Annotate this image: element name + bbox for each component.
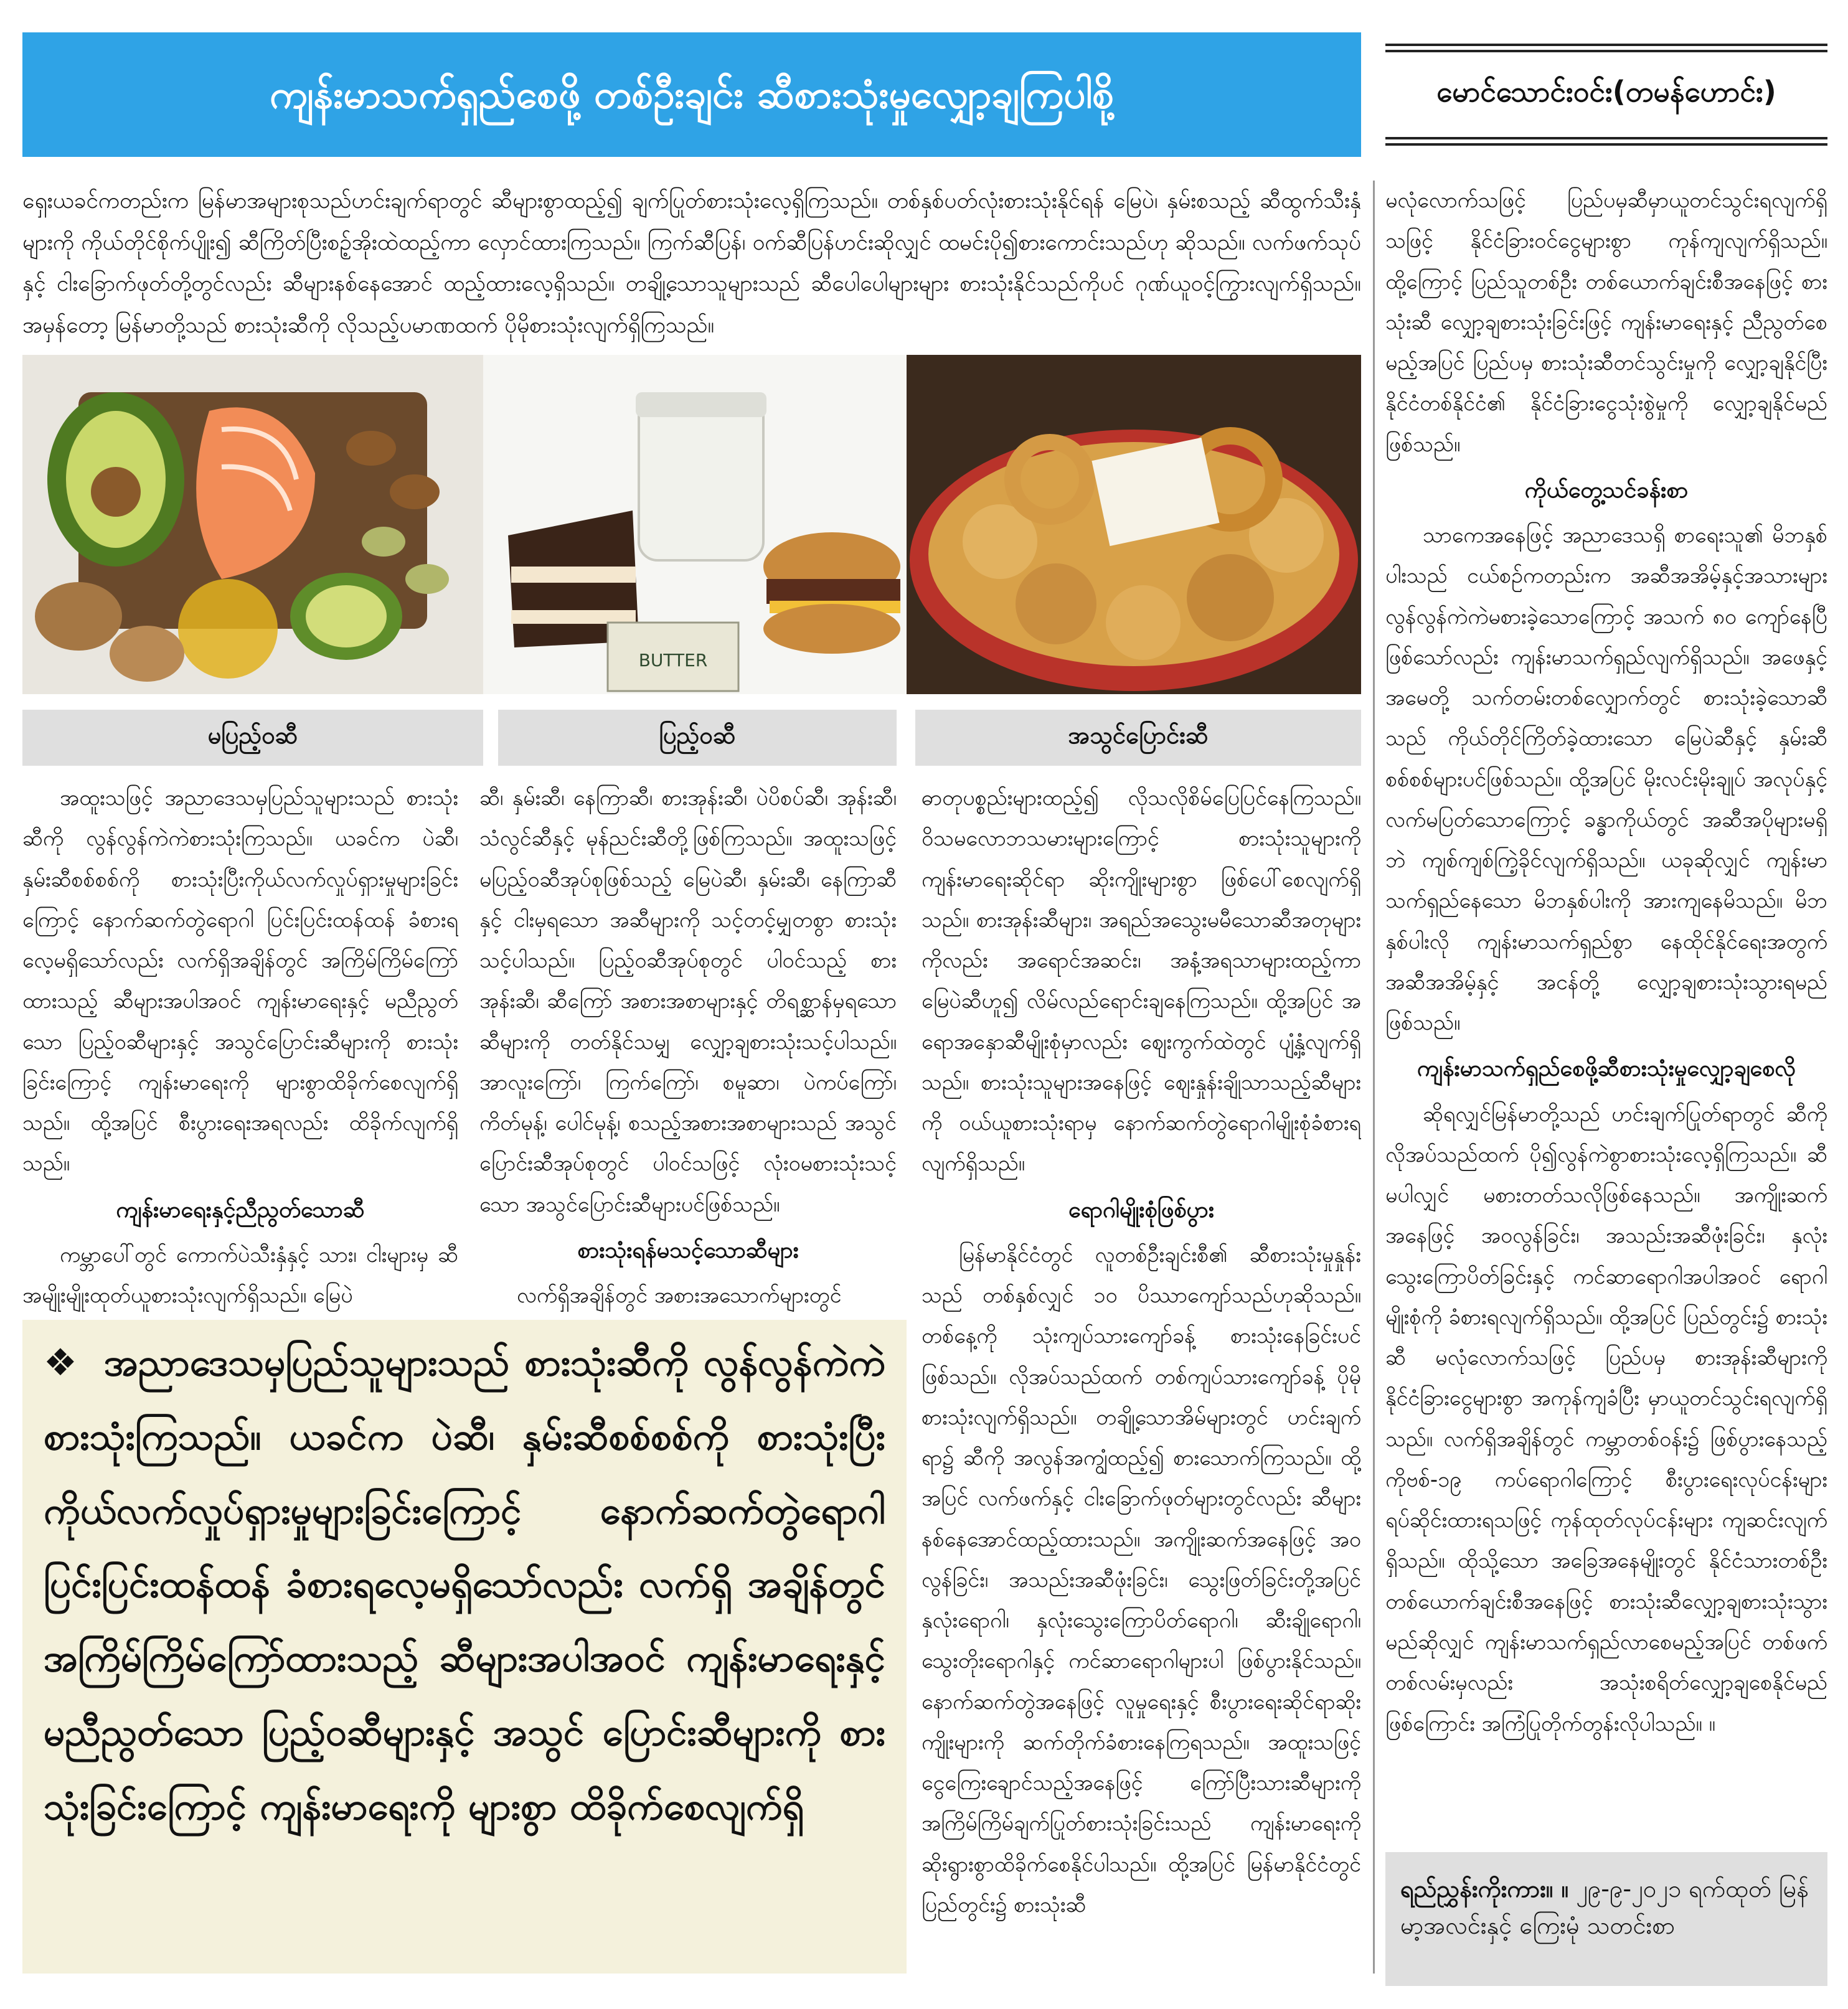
saturated-fats-photo	[483, 355, 907, 694]
column-1	[22, 778, 458, 1314]
column-2-subhead: စားသုံးရန်မသင့်သောဆီများ	[577, 1237, 799, 1263]
pull-quote-body: အညာဒေသမှပြည်သူများသည် စားသုံးဆီကို လွန်လွန်ကဲကဲ စားသုံးကြသည်။ ယခင်က ပဲဆီ၊ နှမ်းဆီစစ်စစ်ကို စားသုံးပြီး ကိုယ်လက်လှုပ်ရှားမှုများခြင်းကြောင့် နောက်ဆက်တွဲရောဂါ ပြင်းပြင်းထန်ထန် ခံစားရလေ့မရှိသော်လည်း လက်ရှိ အချိန်တွင် အကြိမ်ကြိမ်ကြော်ထားသည့် ဆီများအပါအဝင် ကျန်းမာရေးနှင့် မညီညွတ်သော ပြည့်ဝဆီများနှင့် အသွင် ပြောင်းဆီများကို စားသုံးခြင်းကြောင့် ကျန်းမာရေးကို များစွာ ထိခိုက်စေလျက်ရှိ	[44, 1341, 886, 1828]
column-4-paragraph-1: မလုံလောက်သဖြင့် ပြည်ပမှဆီမှာယူတင်သွင်းရလျက်ရှိသဖြင့် နိုင်ငံခြားဝင်ငွေများစွာ ကုန်ကျလျက်ရှိသည်။ ထို့ကြောင့် ပြည်သူတစ်ဦး တစ်ယောက်ချင်းစီအနေဖြင့် စားသုံးဆီ လျှော့ချစားသုံးခြင်းဖြင့် ကျန်းမာရေးနှင့် ညီညွတ်စေမည့်အပြင် ပြည်ပမှ စားသုံးဆီတင်သွင်းမှုကို လျှော့ချနိုင်ပြီး နိုင်ငံတစ်နိုင်ငံ၏ နိုင်ငံခြားငွေသုံးစွဲမှုကို လျှော့ချနိုင်မည်ဖြစ်သည်။	[1385, 188, 1827, 457]
source-text: ၂၉-၉-၂၀၂၁ ရက်ထုတ် မြန်မာ့အလင်းနှင့် ကြေးမုံ သတင်းစာ	[1400, 1875, 1809, 1939]
column-3-subhead: ရောဂါမျိုးစုံဖြစ်ပွား	[1068, 1197, 1214, 1223]
caption-unsaturated: မပြည့်ဝဆီ	[22, 710, 483, 766]
column-3-paragraph-2: မြန်မာနိုင်ငံတွင် လူတစ်ဦးချင်းစီ၏ ဆီစားသုံးမှုနှုန်းသည် တစ်နှစ်လျှင် ၁၀ ပိဿာကျော်သည်ဟုဆိုသည်။ တစ်နေ့ကို သုံးကျပ်သားကျော်ခန့် စားသုံးနေခြင်းပင်ဖြစ်သည်။ လိုအပ်သည်ထက် တစ်ကျပ်သားကျော်ခန့် ပိုမိုစားသုံးလျက်ရှိသည်။ တချို့သောအိမ်များတွင် ဟင်းချက်ရာ၌ ဆီကို အလွန်အကျွံထည့်၍ စားသောက်ကြသည်။ ထို့အပြင် လက်ဖက်နှင့် ငါးခြောက်ဖုတ်များတွင်လည်း ဆီများနစ်နေအောင်ထည့်ထားသည်။ အကျိုးဆက်အနေဖြင့် အဝလွန်ခြင်း၊ အသည်းအဆီဖုံးခြင်း၊ သွေးဖြတ်ခြင်းတို့အပြင် နှလုံးရောဂါ၊ နှလုံးသွေးကြောပိတ်ရောဂါ၊ ဆီးချိုရောဂါ၊ သွေးတိုးရောဂါနှင့် ကင်ဆာရောဂါများပါ ဖြစ်ပွားနိုင်သည်။ နောက်ဆက်တွဲအနေဖြင့် လူမှုရေးနှင့် စီးပွားရေးဆိုင်ရာဆိုးကျိုးများကို ဆက်တိုက်ခံစားနေကြရသည်။ အထူးသဖြင့် ငွေကြေးချောင်သည့်အနေဖြင့် ကြော်ပြီးသားဆီများကို အကြိမ်ကြိမ်ချက်ပြုတ်စားသုံးခြင်းသည် ကျန်းမာရေးကို ဆိုးရွားစွာထိခိုက်စေနိုင်ပါသည်။ ထို့အပြင် မြန်မာနိုင်ငံတွင် ပြည်တွင်း၌ စားသုံးဆီ	[922, 1242, 1361, 1918]
column-divider	[1373, 181, 1375, 1974]
column-2-paragraph-2: လက်ရှိအချိန်တွင် အစားအသောက်များတွင်	[517, 1283, 842, 1309]
rule-bottom	[1385, 137, 1827, 139]
photo-strip	[22, 355, 1361, 694]
column-4-subhead-2: ကျန်းမာသက်ရှည်စေဖို့ဆီစားသုံးမှုလျှော့ချစေလို	[1417, 1056, 1796, 1082]
author-byline	[1385, 32, 1827, 157]
column-1-subhead: ကျန်းမာရေးနှင့်ညီညွတ်သောဆီ	[116, 1197, 365, 1223]
rule-top-2	[1385, 50, 1827, 52]
column-1-paragraph-2: ကမ္ဘာပေါ်တွင် ကောက်ပဲသီးနှံနှင့် သား၊ ငါးများမှ ဆီအမျိုးမျိုးထုတ်ယူစားသုံးလျက်ရှိသည်။ မြေပဲ	[22, 1242, 458, 1309]
column-4-paragraph-2: သာကေအနေဖြင့် အညာဒေသရှိ စာရေးသူ၏ မိဘနှစ်ပါးသည် ငယ်စဉ်ကတည်းက အဆီအအိမ့်နှင့်အသားများ လွန်လွန်ကဲကဲမစားခဲ့သောကြောင့် အသက် ၈၀ ကျော်နေပြီဖြစ်သော်လည်း ကျန်းမာသက်ရှည်လျက်ရှိသည်။ အဖေနှင့်အမေတို့ သက်တမ်းတစ်လျှောက်တွင် စားသုံးခဲ့သောဆီသည် ကိုယ်တိုင်ကြိတ်ခဲ့ထားသော မြေပဲဆီနှင့် နှမ်းဆီစစ်စစ်များပင်ဖြစ်သည်။ ထို့အပြင် မိုးလင်းမိုးချုပ် အလုပ်နှင့် လက်မပြတ်သောကြောင့် ခန္ဓာကိုယ်တွင် အဆီအပိုများမရှိဘဲ ကျစ်ကျစ်ကြဲ့ခိုင်လျက်ရှိသည်။ ယခုဆိုလျှင် ကျန်းမာသက်ရှည်နေသော မိဘနှစ်ပါးကို အားကျနေမိသည်။ မိဘနှစ်ပါးလို ကျန်းမာသက်ရှည်စွာ နေထိုင်နိုင်ရေးအတွက် အဆီအအိမ့်နှင့် အငန်တို့ လျှော့ချစားသုံးသွားရမည်ဖြစ်သည်။	[1385, 522, 1827, 1036]
column-3-paragraph-1: ဓာတုပစ္စည်းများထည့်၍ လိုသလိုစိမ်ပြေပြင်နေကြသည်။ ဝိသမလောဘသမားများကြောင့် စားသုံးသူများကို ကျန်းမာရေးဆိုင်ရာ ဆိုးကျိုးများစွာ ဖြစ်ပေါ်စေလျက်ရှိသည်။ စားအုန်းဆီများ၊ အရည်အသွေးမမီသောဆီအတုများကိုလည်း အရောင်အဆင်း၊ အနံ့အရသာများထည့်ကာ မြေပဲဆီဟူ၍ လိမ်လည်ရောင်းချနေကြသည်။ ထို့အပြင် အရောအနှောဆီမျိုးစုံမှာလည်း ဈေးကွက်ထဲတွင် ပျံ့နှံ့လျက်ရှိသည်။ စားသုံးသူများအနေဖြင့် ဈေးနှုန်းချိုသာသည့်ဆီများကို ဝယ်ယူစားသုံးရာမှ နောက်ဆက်တွဲရောဂါမျိုးစုံခံစားရလျက်ရှိသည်။	[922, 786, 1361, 1177]
butter-label-text: BUTTER	[638, 650, 708, 670]
column-4	[1385, 181, 1827, 1837]
pull-quote-text	[44, 1326, 885, 1844]
article-title: ကျန်းမာသက်ရှည်စေဖို့ တစ်ဦးချင်း ဆီစားသုံးမှုလျှော့ချကြပါစို့	[22, 32, 1361, 157]
column-2-paragraph-1: ဆီ၊ နှမ်းဆီ၊ နေကြာဆီ၊ စားအုန်းဆီ၊ ပဲပိစပ်ဆီ၊ အုန်းဆီ၊ သံလွင်ဆီနှင့် မုန်ညင်းဆီတို့ဖြစ်ကြသည်။ အထူးသဖြင့် မပြည့်ဝဆီအုပ်စုဖြစ်သည့် မြေပဲဆီ၊ နှမ်းဆီ၊ နေကြာဆီနှင့် ငါးမှရသော အဆီများကို သင့်တင့်မျှတစွာ စားသုံးသင့်ပါသည်။ ပြည့်ဝဆီအုပ်စုတွင် ပါဝင်သည့် စားအုန်းဆီ၊ ဆီကြော် အစားအစာများနှင့် တိရစ္ဆာန်မှရသောဆီများကို တတ်နိုင်သမျှ လျှော့ချစားသုံးသင့်ပါသည်။ အာလူးကြော်၊ ကြက်ကြော်၊ စမူဆာ၊ ပဲကပ်ကြော်၊ ကိတ်မုန့်၊ ပေါင်မုန့်၊ စသည့်အစားအစာများသည် အသွင်ပြောင်းဆီအုပ်စုတွင် ပါဝင်သဖြင့် လုံးဝမစားသုံးသင့်သော အသွင်ပြောင်းဆီများပင်ဖြစ်သည်။	[479, 786, 897, 1217]
column-4-subhead-1: ကိုယ်တွေ့သင်ခန်းစာ	[1524, 477, 1689, 503]
column-2	[479, 778, 897, 1314]
rule-bottom-2	[1385, 143, 1827, 146]
source-box	[1385, 1852, 1827, 1986]
column-1-paragraph-1: အထူးသဖြင့် အညာဒေသမှပြည်သူများသည် စားသုံးဆီကို လွန်လွန်ကဲကဲစားသုံးကြသည်။ ယခင်က ပဲဆီ၊ နှမ်းဆီစစ်စစ်ကို စားသုံးပြီးကိုယ်လက်လှုပ်ရှားမှုများခြင်းကြောင့် နောက်ဆက်တွဲရောဂါ ပြင်းပြင်းထန်ထန် ခံစားရလေ့မရှိသော်လည်း လက်ရှိအချိန်တွင် အကြိမ်ကြိမ်ကြော်ထားသည့် ဆီများအပါအဝင် ကျန်းမာရေးနှင့် မညီညွတ်သော ပြည့်ဝဆီများနှင့် အသွင်ပြောင်းဆီများကို စားသုံးခြင်းကြောင့် ကျန်းမာရေးကို များစွာထိခိုက်စေလျက်ရှိသည်။ ထို့အပြင် စီးပွားရေးအရလည်း ထိခိုက်လျက်ရှိသည်။	[22, 786, 458, 1177]
trans-fats-photo	[907, 355, 1361, 694]
author-name: မောင်သောင်းဝင်း(တမန်ဟောင်း)	[1430, 74, 1783, 116]
unsaturated-fats-photo	[22, 355, 483, 694]
column-3	[922, 778, 1361, 1980]
caption-saturated: ပြည့်ဝဆီ	[498, 710, 897, 766]
diamond-bullet-icon: ❖	[44, 1341, 79, 1385]
pull-quote	[22, 1320, 907, 1974]
lead-paragraph: ရှေးယခင်ကတည်းက မြန်မာအများစုသည်ဟင်းချက်ရာတွင် ဆီများစွာထည့်၍ ချက်ပြုတ်စားသုံးလေ့ရှိကြသည်။ တစ်နှစ်ပတ်လုံးစားသုံးနိုင်ရန် မြေပဲ၊ နှမ်းစသည့် ဆီထွက်သီးနှံများကို ကိုယ်တိုင်စိုက်ပျိုး၍ ဆီကြိတ်ပြီးစဉ့်အိုးထဲထည့်ကာ လှောင်ထားကြသည်။ ကြက်ဆီပြန်၊ ဝက်ဆီပြန်ဟင်းဆိုလျှင် ထမင်းပို၍စားကောင်းသည်ဟု ဆိုသည်။ လက်ဖက်သုပ်နှင့် ငါးခြောက်ဖုတ်တို့တွင်လည်း ဆီများနစ်နေအောင် ထည့်ထားလေ့ရှိသည်။ တချို့သောသူများသည် ဆီပေါပေါများများ စားသုံးနိုင်သည်ကိုပင် ဂုဏ်ယူဝင့်ကြွားလျက်ရှိသည်။ အမှန်တော့ မြန်မာတို့သည် စားသုံးဆီကို လိုသည့်ပမာဏထက် ပိုမိုစားသုံးလျက်ရှိကြသည်။	[22, 189, 1361, 338]
source-label: ရည်ညွှန်းကိုးကား။ ။	[1400, 1875, 1569, 1903]
column-4-paragraph-3: ဆိုရလျှင်မြန်မာတို့သည် ဟင်းချက်ပြုတ်ရာတွင် ဆီကို လိုအပ်သည်ထက် ပို၍လွန်ကဲစွာစားသုံးလေ့ရှိကြသည်။ ဆီမပါလျှင် မစားတတ်သလိုဖြစ်နေသည်။ အကျိုးဆက်အနေဖြင့် အဝလွန်ခြင်း၊ အသည်းအဆီဖုံးခြင်း၊ နှလုံးသွေးကြောပိတ်ခြင်းနှင့် ကင်ဆာရောဂါအပါအဝင် ရောဂါမျိုးစုံကို ခံစားရလျက်ရှိသည်။ ထို့အပြင် ပြည်တွင်း၌ စားသုံးဆီ မလုံလောက်သဖြင့် ပြည်ပမှ စားအုန်းဆီများကို နိုင်ငံခြားငွေများစွာ အကုန်ကျခံပြီး မှာယူတင်သွင်းရလျက်ရှိသည်။ လက်ရှိအချိန်တွင် ကမ္ဘာတစ်ဝန်း၌ ဖြစ်ပွားနေသည့် ကိုဗစ်-၁၉ ကပ်ရောဂါကြောင့် စီးပွားရေးလုပ်ငန်းများ ရပ်ဆိုင်းထားရသဖြင့် ကုန်ထုတ်လုပ်ငန်းများ ကျဆင်းလျက်ရှိသည်။ ထိုသို့သော အခြေအနေမျိုးတွင် နိုင်ငံသားတစ်ဦးတစ်ယောက်ချင်းစီအနေဖြင့် စားသုံးဆီလျှော့ချစားသုံးသွားမည်ဆိုလျှင် ကျန်းမာသက်ရှည်လာစေမည့်အပြင် တစ်ဖက်တစ်လမ်းမှလည်း အသုံးစရိတ်လျှော့ချစေနိုင်မည်ဖြစ်ကြောင်း အကြံပြုတိုက်တွန်းလိုပါသည်။ ။	[1385, 1101, 1827, 1736]
rule-top	[1385, 44, 1827, 46]
caption-trans: အသွင်ပြောင်းဆီ	[915, 710, 1361, 766]
